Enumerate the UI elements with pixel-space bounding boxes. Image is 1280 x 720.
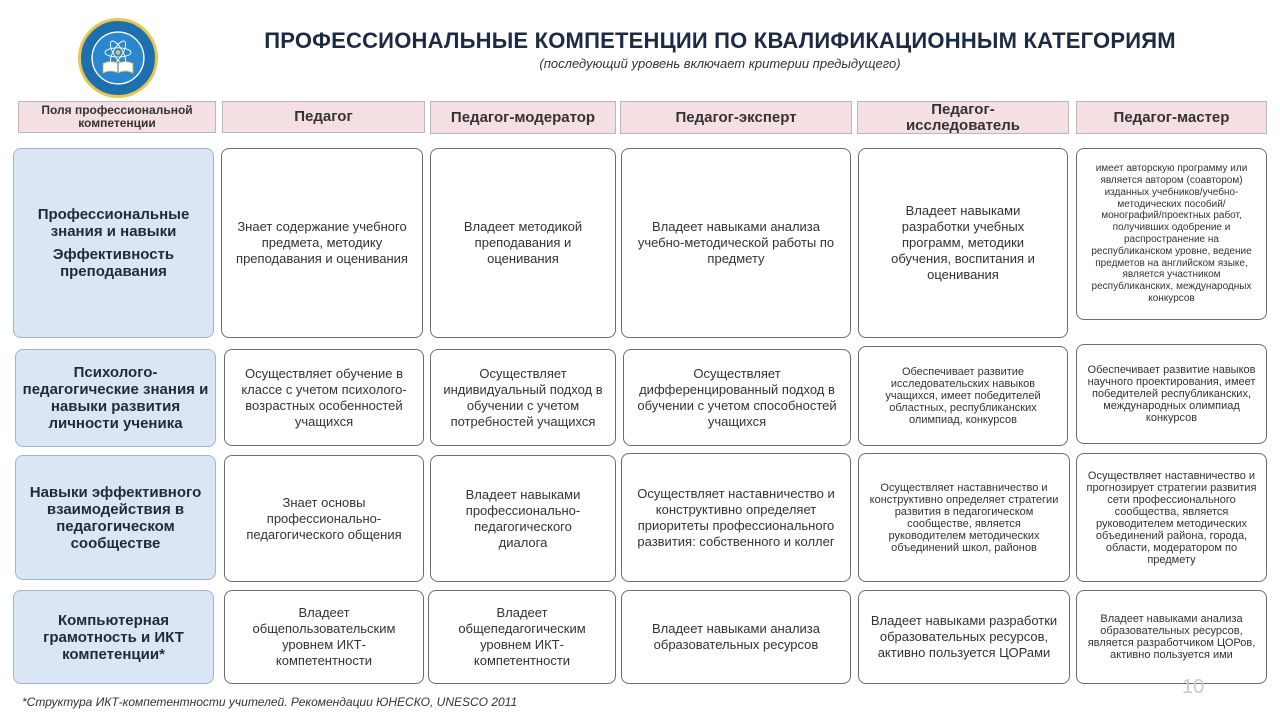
header-pedagog-master: Педагог-мастер: [1076, 101, 1267, 134]
cell-r1-pedagog: Знает содержание учебного предмета, методику преподавания и оценивания: [221, 148, 423, 338]
header-pedagog: Педагог: [222, 101, 425, 133]
footnote: *Структура ИКТ-компетентности учителей. Рекомендации ЮНЕСКО, UNESCO 2011: [22, 695, 518, 709]
cell-r2-researcher: Обеспечивает развитие исследовательских навыков учащихся, имеет победителей областных, республиканских олимпиад, конкурсов: [858, 346, 1068, 446]
cell-r3-researcher: Осуществляет наставничество и конструктивно определяет стратегии развития в педагогическом сообществе, является руководителем методических объединений школ, районов: [858, 453, 1070, 582]
page-title: ПРОФЕССИОНАЛЬНЫЕ КОМПЕТЕНЦИИ ПО КВАЛИФИКАЦИОННЫМ КАТЕГОРИЯМ: [264, 28, 1176, 53]
page-subtitle: (последующий уровень включает критерии предыдущего): [539, 56, 901, 71]
organization-logo: [78, 18, 158, 98]
cell-r4-pedagog: Владеет общепользовательским уровнем ИКТ-компетентности: [224, 590, 424, 684]
row-label-psychological-pedagogical: [15, 349, 216, 447]
cell-r4-expert: Владеет навыками анализа образовательных ресурсов: [621, 590, 851, 684]
cell-r2-expert: Осуществляет дифференцированный подход в обучении с учетом способностей учащихся: [623, 349, 851, 446]
cell-r3-pedagog: Знает основы профессионально-педагогического общения: [224, 455, 424, 582]
header-pedagog-expert: Педагог-эксперт: [620, 101, 852, 134]
row-label-interaction-skills: [15, 455, 216, 580]
cell-r2-master: Обеспечивает развитие навыков научного проектирования, имеет победителей республиканских, международных олимпиад конкурсов: [1076, 344, 1267, 444]
cell-r1-expert: Владеет навыками анализа учебно-методической работы по предмету: [621, 148, 851, 338]
header-pedagog-researcher: Педагог-исследователь: [857, 101, 1069, 134]
cell-r3-master: Осуществляет наставничество и прогнозирует стратегии развития сети профессионального сообщества, является руководителем методических объединений района, города, области, модератором по предмету: [1076, 453, 1267, 582]
row-label-professional-knowledge: [13, 148, 214, 338]
row-label-line: Профессиональные знания и навыки: [37, 206, 190, 240]
row-label-line: Психолого-педагогические знания и навыки развития личности ученика: [22, 364, 209, 432]
cell-r3-expert: Осуществляет наставничество и конструктивно определяет приоритеты профессионального развития: собственного и коллег: [621, 453, 851, 582]
page-number: 10: [1182, 676, 1205, 698]
cell-r4-moderator: Владеет общепедагогическим уровнем ИКТ-компетентности: [428, 590, 616, 684]
cell-r2-moderator: Осуществляет индивидуальный подход в обучении с учетом потребностей учащихся: [430, 349, 616, 446]
cell-r3-moderator: Владеет навыками профессионально-педагогического диалога: [430, 455, 616, 582]
row-label-line: Навыки эффективного взаимодействия в педагогическом сообществе: [29, 483, 202, 552]
cell-r1-moderator: Владеет методикой преподавания и оценивания: [430, 148, 616, 338]
cell-r4-master: Владеет навыками анализа образовательных ресурсов, является разработчиком ЦОРов, активно пользуется ими: [1076, 590, 1267, 684]
cell-r2-pedagog: Осуществляет обучение в классе с учетом психолого-возрастных особенностей учащихся: [224, 349, 424, 446]
row-label-line: Эффективность преподавания: [52, 246, 175, 280]
header-competence-field: Поля профессиональной компетенции: [18, 101, 216, 133]
header-pedagog-moderator: Педагог-модератор: [430, 101, 616, 134]
cell-r1-master: имеет авторскую программу или является автором (соавтором) изданных учебников/учебно-методических пособий/монографий/проектных работ, получивших одобрение и распространение на республиканском уровне, ведение предметов на английском языке, является участником республиканских, международных конкурсов: [1076, 148, 1267, 320]
row-label-ict-competence: [13, 590, 214, 684]
row-label-line: Компьютерная грамотность и ИКТ компетенции*: [43, 611, 184, 663]
cell-r1-researcher: Владеет навыками разработки учебных программ, методики обучения, воспитания и оценивания: [858, 148, 1068, 338]
cell-r4-researcher: Владеет навыками разработки образовательных ресурсов, активно пользуется ЦОРами: [858, 590, 1070, 684]
